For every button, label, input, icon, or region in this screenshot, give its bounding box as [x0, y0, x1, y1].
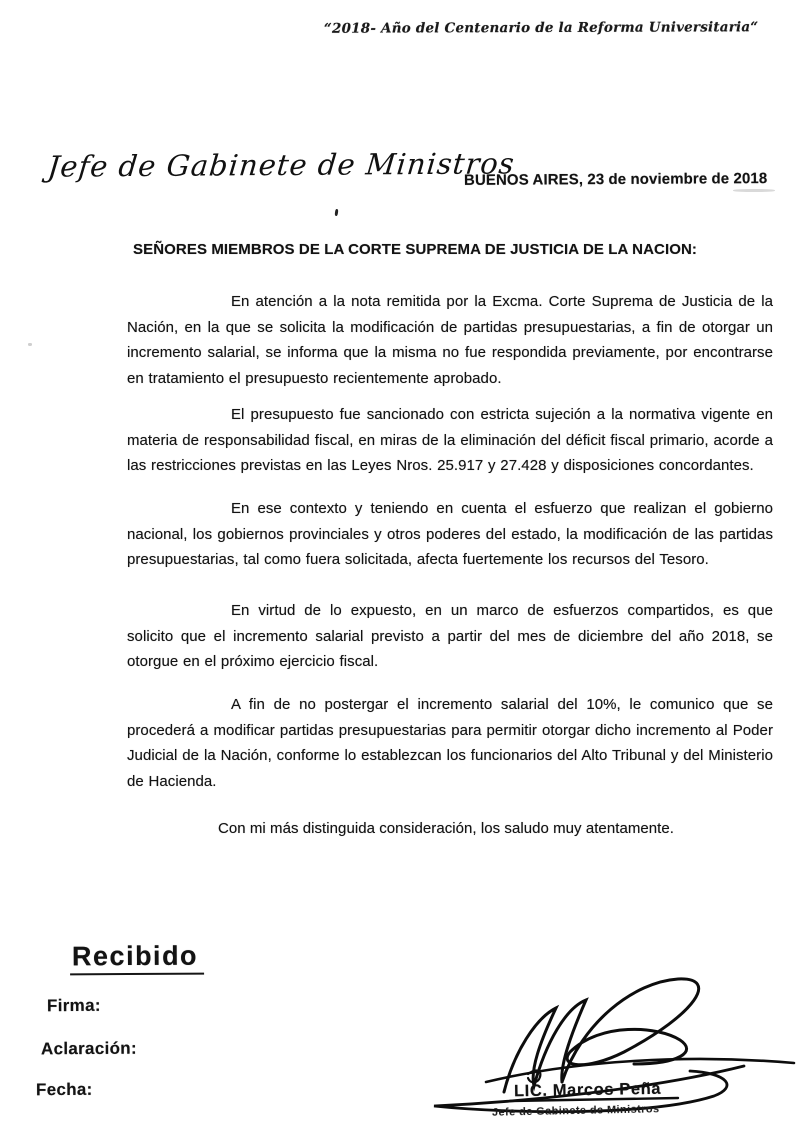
received-field-firma: Firma: — [46, 995, 101, 1016]
scan-artifact-speck — [28, 343, 32, 346]
salutation-line: SEÑORES MIEMBROS DE LA CORTE SUPREMA DE JUSTICIA DE LA NACION: — [133, 241, 698, 258]
signer-name: LIC. Marcos Peña — [513, 1079, 662, 1101]
city-date-line: BUENOS AIRES, 23 de noviembre de 2018 — [463, 170, 768, 189]
body-paragraph-5: A fin de no postergar el incremento salarial del 10%, le comunico que se procederá a modificar partidas presupuestarias para permitir otorgar dicho incremento al Poder Judicial de la Nación, conforme lo establezcan los funcionarios del Alto Tribunal y del Ministerio de Hacienda. — [127, 696, 773, 790]
closing-line: Con mi más distinguida consideración, los saludo muy atentamente. — [218, 820, 674, 837]
received-field-aclaracion: Aclaración: — [40, 1038, 137, 1059]
signer-title: Jefe de Gabinete de Ministros — [491, 1103, 660, 1119]
letterhead-office-script: Jefe de Gabinete de Ministros — [46, 146, 517, 184]
received-stamp-title: Recibido — [70, 941, 204, 976]
body-paragraph-4: En virtud de lo expuesto, en un marco de esfuerzos compartidos, es que solicito que el incremento salarial previsto a partir del mes de diciembre del año 2018, se otorgue en el próximo ejercicio fiscal. — [127, 602, 773, 670]
scan-artifact-smudge — [733, 189, 775, 192]
signature-block — [428, 970, 800, 1136]
body-paragraph-3: En ese contexto y teniendo en cuenta el esfuerzo que realizan el gobierno nacional, los gobiernos provinciales y otros poderes del estado, la modificación de las partidas presupuestarias, tal como fuera solicitada, afecta fuertemente los recursos del Tesoro. — [127, 500, 773, 568]
body-paragraph-1: En atención a la nota remitida por la Excma. Corte Suprema de Justicia de la Nación, en la que se solicita la modificación de partidas presupuestarias, a fin de otorgar un incremento salarial, se informa que la misma no fue respondida previamente, por encontrarse en tratamiento el presupuesto recientemente aprobado. — [127, 293, 773, 387]
scan-artifact-speck — [335, 209, 339, 216]
year-motto-quote: “2018- Año del Centenario de la Reforma Universitaria“ — [323, 19, 759, 37]
body-paragraph-2: El presupuesto fue sancionado con estricta sujeción a la normativa vigente en materia de responsabilidad fiscal, en miras de la eliminación del déficit fiscal primario, acorde a las restricciones previstas en las Leyes Nros. 25.917 y 27.428 y disposiciones concordantes. — [127, 406, 773, 474]
received-field-fecha: Fecha: — [35, 1079, 93, 1100]
